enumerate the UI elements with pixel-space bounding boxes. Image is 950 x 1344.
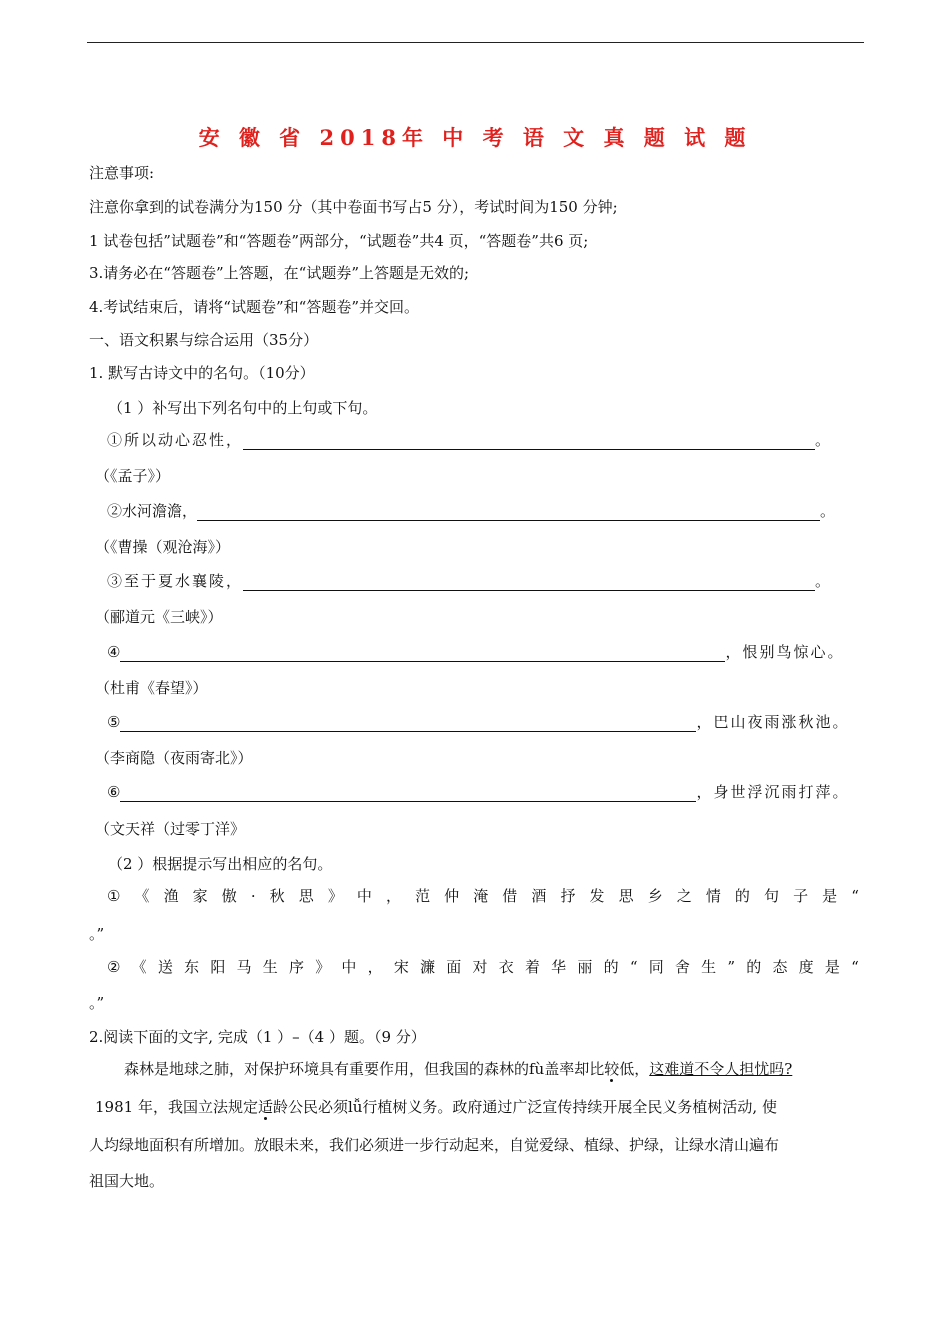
prompt-char: 生 bbox=[262, 958, 278, 976]
prompt-char: 是 bbox=[822, 887, 838, 905]
passage-line: 人均绿地面积有所增加。放眼未来，我们必须进一步行动起来，自觉爱绿、植绿、护绿，让绿水清山遍布 bbox=[89, 1136, 780, 1154]
header-rule bbox=[87, 42, 864, 43]
blank-prefix: ①所以动心忍性， bbox=[107, 431, 244, 449]
prompt-char: 序 bbox=[288, 958, 304, 976]
passage-text: 森林是地球之肺，对保护环境具有重要作用，但我国的森林的fù盖率却比 bbox=[124, 1060, 605, 1078]
prompt-char: 丽 bbox=[577, 958, 593, 976]
prompt-char: 的 bbox=[734, 887, 750, 905]
blank-suffix: ，巴山夜雨涨秋池。 bbox=[696, 713, 850, 731]
prompt-char: ② bbox=[107, 958, 121, 976]
passage-line bbox=[95, 1097, 777, 1117]
prompt-char: 的 bbox=[603, 958, 619, 976]
prompt-char: 渔 bbox=[163, 887, 179, 905]
prompt-char: 度 bbox=[798, 958, 814, 976]
passage-line: 祖国大地。 bbox=[89, 1172, 165, 1190]
prompt-char: “ bbox=[851, 958, 859, 976]
prompt-char: 仲 bbox=[444, 887, 460, 905]
prompt-char: 之 bbox=[676, 887, 692, 905]
prompt-line bbox=[107, 886, 859, 906]
prompt-char: 的 bbox=[746, 958, 762, 976]
passage-text-marked: 较 bbox=[604, 1060, 620, 1078]
prompt-char: 濂 bbox=[420, 958, 436, 976]
prompt-char: 淹 bbox=[473, 887, 489, 905]
prompt-char: 宋 bbox=[393, 958, 409, 976]
fill-blank-row bbox=[107, 782, 849, 802]
prompt-char: 思 bbox=[298, 887, 314, 905]
fill-blank-row bbox=[107, 712, 849, 732]
passage-text-underlined: 这难道不令人担忧吗? bbox=[649, 1060, 793, 1078]
prompt-char: 《 bbox=[134, 887, 150, 905]
quote-source: （李商隐（夜雨寄北》） bbox=[95, 749, 253, 767]
answer-blank[interactable] bbox=[120, 715, 696, 732]
prompt-char: 范 bbox=[415, 887, 431, 905]
prompt-char: 阳 bbox=[210, 958, 226, 976]
prompt-char: 东 bbox=[184, 958, 200, 976]
question-1-part-2-label: （2 ）根据提示写出相应的名句。 bbox=[108, 855, 333, 873]
prompt-char: 华 bbox=[551, 958, 567, 976]
prompt-char: 乡 bbox=[647, 887, 663, 905]
prompt-line bbox=[107, 957, 859, 977]
quote-source: （杜甫《春望》） bbox=[95, 679, 208, 697]
passage-line bbox=[124, 1059, 792, 1079]
prompt-char: 生 bbox=[701, 958, 717, 976]
question-1-heading: 1. 默写古诗文中的名句。（10分） bbox=[89, 364, 315, 382]
prompt-char: 情 bbox=[705, 887, 721, 905]
question-1-part-1-label: （1 ）补写出下列名句中的上句或下句。 bbox=[108, 399, 378, 417]
answer-blank[interactable] bbox=[243, 574, 815, 591]
blank-suffix: 。 bbox=[815, 572, 831, 590]
fill-blank-row bbox=[107, 430, 830, 450]
prompt-char: ， bbox=[367, 958, 383, 976]
blank-prefix: ⑤ bbox=[107, 713, 121, 731]
blank-prefix: ⑥ bbox=[107, 783, 121, 801]
prompt-char: 马 bbox=[236, 958, 252, 976]
prompt-char: 《 bbox=[131, 958, 147, 976]
prompt-char: 傲 bbox=[221, 887, 237, 905]
prompt-char: ” bbox=[727, 958, 736, 976]
notes-item: 4.考试结束后，请将“试题卷”和“答题卷”并交回。 bbox=[89, 298, 419, 316]
answer-blank[interactable] bbox=[197, 504, 820, 521]
prompt-line-end: 。” bbox=[89, 925, 105, 943]
answer-blank[interactable] bbox=[120, 645, 725, 662]
notes-item: 注意你拿到的试卷满分为150 分（其中卷面书写占5 分），考试时间为150 分钟; bbox=[89, 198, 618, 216]
prompt-char: 衣 bbox=[498, 958, 514, 976]
prompt-char: 酒 bbox=[531, 887, 547, 905]
prompt-char: “ bbox=[851, 887, 859, 905]
prompt-char: 借 bbox=[502, 887, 518, 905]
prompt-char: 中 bbox=[341, 958, 357, 976]
prompt-char: 秋 bbox=[269, 887, 285, 905]
prompt-char: 发 bbox=[589, 887, 605, 905]
prompt-char: 句 bbox=[764, 887, 780, 905]
notes-item: 3.请务必在“答题卷”上答题，在“试题券”上答题是无效的; bbox=[89, 264, 470, 282]
prompt-char: 中 bbox=[356, 887, 372, 905]
prompt-char: 面 bbox=[446, 958, 462, 976]
page-title: 安 徽 省 2018年 中 考 语 文 真 题 试 题 bbox=[198, 125, 752, 150]
blank-suffix: 。 bbox=[820, 502, 836, 520]
prompt-char: 》 bbox=[315, 958, 331, 976]
passage-text: 龄公民必须lǚ行植树义务。政府通过广泛宣传持续开展全民义务植树活动, 使 bbox=[272, 1098, 777, 1116]
blank-suffix: 。 bbox=[815, 431, 831, 449]
passage-text: 低， bbox=[619, 1060, 650, 1078]
fill-blank-row bbox=[107, 501, 835, 521]
notes-heading: 注意事项: bbox=[89, 164, 155, 182]
notes-item: 1 试卷包括”试题卷”和“答题卷”两部分，“试题卷”共4 页，“答题卷”共6 页; bbox=[89, 232, 589, 250]
prompt-char: 》 bbox=[327, 887, 343, 905]
prompt-char: 家 bbox=[192, 887, 208, 905]
prompt-char: 态 bbox=[772, 958, 788, 976]
blank-prefix: ④ bbox=[107, 643, 121, 661]
prompt-char: · bbox=[250, 887, 256, 905]
prompt-char: 同 bbox=[648, 958, 664, 976]
prompt-char: ， bbox=[385, 887, 401, 905]
prompt-char: 是 bbox=[824, 958, 840, 976]
prompt-line-end: 。” bbox=[89, 994, 105, 1012]
quote-source: （《孟子》） bbox=[95, 467, 171, 485]
prompt-char: 抒 bbox=[560, 887, 576, 905]
answer-blank[interactable] bbox=[120, 785, 696, 802]
question-2-heading: 2.阅读下面的文字, 完成（1 ）–（4 ）题。（9 分） bbox=[89, 1028, 426, 1046]
section-heading: 一、语文积累与综合运用（35分） bbox=[89, 331, 319, 349]
blank-suffix: ，恨别鸟惊心。 bbox=[725, 643, 845, 661]
prompt-char: 舍 bbox=[674, 958, 690, 976]
passage-text-marked: 适 bbox=[257, 1098, 273, 1116]
quote-source: （郦道元《三峡》） bbox=[95, 608, 223, 626]
blank-prefix: ③至于夏水襄陵， bbox=[107, 572, 244, 590]
quote-source: （《曹操（观沧海》） bbox=[95, 538, 231, 556]
blank-suffix: ，身世浮沉雨打萍。 bbox=[696, 783, 850, 801]
prompt-char: 子 bbox=[793, 887, 809, 905]
prompt-char: 思 bbox=[618, 887, 634, 905]
answer-blank[interactable] bbox=[243, 433, 815, 450]
passage-text: 1981 年，我国立法规定 bbox=[95, 1098, 258, 1116]
fill-blank-row bbox=[107, 571, 830, 591]
quote-source: （文天祥（过零丁洋》 bbox=[95, 820, 246, 838]
prompt-char: 送 bbox=[157, 958, 173, 976]
fill-blank-row bbox=[107, 642, 844, 662]
prompt-char: 着 bbox=[524, 958, 540, 976]
prompt-char: 对 bbox=[472, 958, 488, 976]
prompt-char: “ bbox=[629, 958, 638, 976]
blank-prefix: ②水河澹澹， bbox=[107, 502, 198, 520]
prompt-char: ① bbox=[107, 887, 121, 905]
